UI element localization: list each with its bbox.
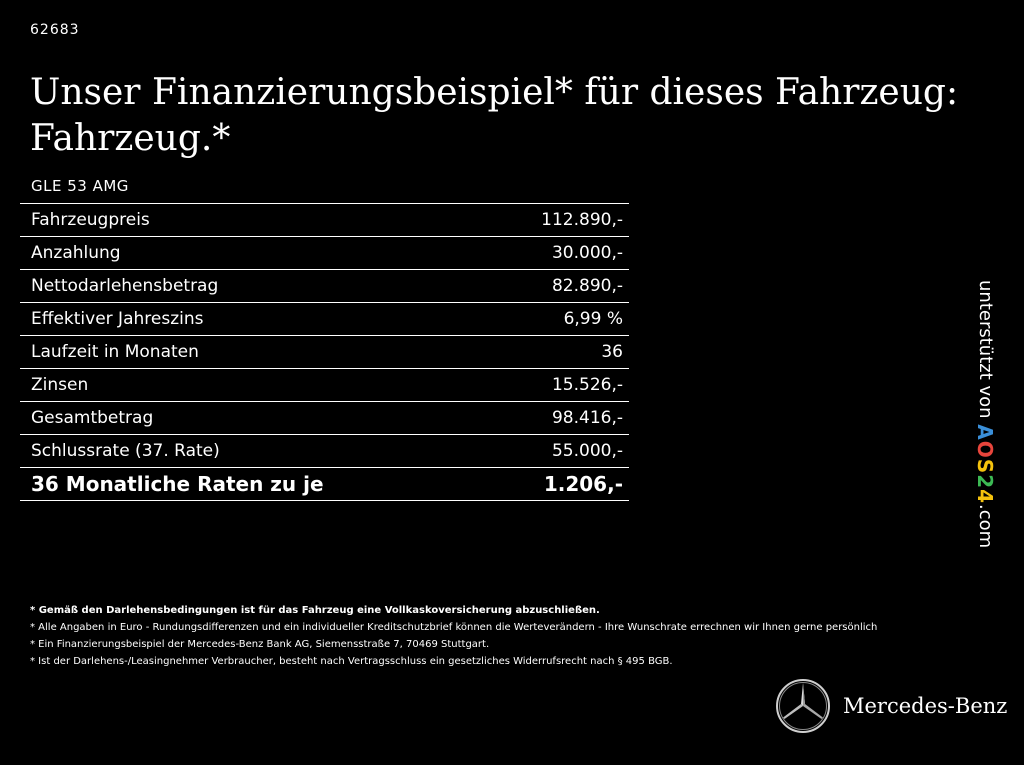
row-label: Fahrzeugpreis — [20, 204, 482, 237]
row-value: 36 — [482, 336, 629, 369]
row-value: 15.526,- — [482, 369, 629, 402]
table-row — [20, 204, 629, 237]
financing-table — [20, 203, 629, 501]
row-label: Effektiver Jahreszins — [20, 303, 482, 336]
footnote: * Alle Angaben in Euro - Rundungsdifferenzen und ein individueller Kreditschutzbrief können die Werteverändern - Ihre Wunschrate errechnen wir Ihnen gerne persönlich — [30, 622, 878, 633]
brand-letter: S — [973, 458, 997, 475]
row-value: 6,99 % — [482, 303, 629, 336]
table-row — [20, 369, 629, 402]
brand-name: Mercedes-Benz — [843, 694, 1008, 718]
row-label: Laufzeit in Monaten — [20, 336, 482, 369]
row-label: Gesamtbetrag — [20, 402, 482, 435]
row-label: Nettodarlehensbetrag — [20, 270, 482, 303]
brand-letter: A — [973, 424, 997, 441]
monthly-rate-value: 1.206,- — [482, 468, 629, 501]
footnotes — [30, 602, 1000, 670]
footnote: * Ein Finanzierungsbeispiel der Mercedes-Benz Bank AG, Siemensstraße 7, 70469 Stuttgart. — [30, 639, 490, 650]
table-row — [20, 303, 629, 336]
mercedes-star-icon — [775, 678, 831, 734]
table-row — [20, 336, 629, 369]
brand-letter: 2 — [973, 474, 997, 490]
sponsor-suffix: .com — [975, 504, 996, 549]
table-row — [20, 435, 629, 468]
sponsor-brand — [973, 424, 997, 504]
row-value: 112.890,- — [482, 204, 629, 237]
row-value: 98.416,- — [482, 402, 629, 435]
footnote: * Ist der Darlehens-/Leasingnehmer Verbraucher, besteht nach Vertragsschluss ein gesetzliches Widerrufsrecht nach § 495 BGB. — [30, 656, 673, 667]
brand-letter: 4 — [973, 489, 997, 505]
row-value: 30.000,- — [482, 237, 629, 270]
page-title: Unser Finanzierungsbeispiel* für dieses Fahrzeug: Fahrzeug.* — [30, 72, 959, 159]
brand-logo — [775, 678, 1007, 734]
monthly-rate-row — [20, 468, 629, 501]
monthly-rate-label: 36 Monatliche Raten zu je — [20, 468, 482, 501]
row-label: Zinsen — [20, 369, 482, 402]
row-value: 55.000,- — [482, 435, 629, 468]
vehicle-model: GLE 53 AMG — [31, 177, 129, 195]
row-value: 82.890,- — [482, 270, 629, 303]
sponsor-credit — [973, 280, 997, 548]
table-row — [20, 402, 629, 435]
sponsor-prefix: unterstützt von — [975, 280, 996, 419]
brand-letter: O — [973, 440, 997, 459]
row-label: Schlussrate (37. Rate) — [20, 435, 482, 468]
row-label: Anzahlung — [20, 237, 482, 270]
footnote: * Gemäß den Darlehensbedingungen ist für das Fahrzeug eine Vollkaskoversicherung abzuschließen. — [30, 605, 600, 616]
table-row — [20, 237, 629, 270]
reference-id: 62683 — [30, 22, 80, 38]
table-row — [20, 270, 629, 303]
